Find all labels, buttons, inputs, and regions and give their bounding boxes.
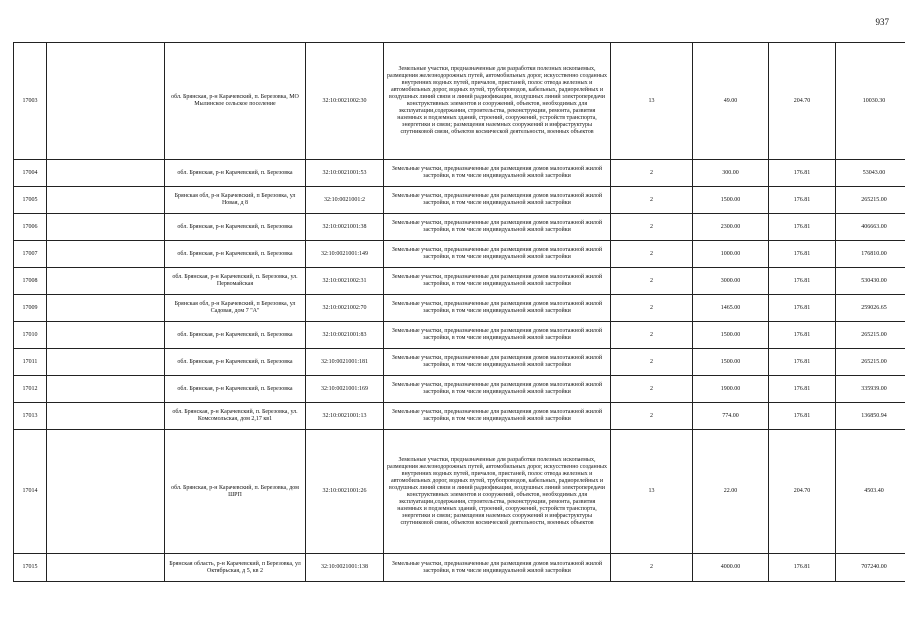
category-code-cell: 13 (611, 430, 693, 554)
address-cell: обл. Брянская, р-н Карачевский, п. Березовка (165, 349, 306, 376)
permitted-use-cell: Земельные участки, предназначенные для размещения домов малоэтажной жилой застройки, в том числе индивидуальной жилой застройки (384, 241, 611, 268)
rate-cell: 204.70 (769, 43, 836, 160)
cadastral-number-cell: 32:10:0021001:149 (306, 241, 384, 268)
address-cell: обл. Брянская, р-н Карачевский, п. Березовка (165, 376, 306, 403)
cadastral-value-cell: 4503.40 (836, 430, 905, 554)
permitted-use-cell: Земельные участки, предназначенные для размещения домов малоэтажной жилой застройки, в том числе индивидуальной жилой застройки (384, 187, 611, 214)
category-code-cell: 2 (611, 322, 693, 349)
cadastral-value-cell: 259026.65 (836, 295, 905, 322)
address-cell: Брянская область, р-н Карачевский, п Березовка, ул Октябрьская, д 5, кв 2 (165, 554, 306, 582)
category-code-cell: 2 (611, 376, 693, 403)
rate-cell: 176.81 (769, 187, 836, 214)
table-row (14, 268, 905, 295)
page-number: 937 (875, 17, 889, 27)
area-cell: 1500.00 (693, 322, 769, 349)
empty-cell (47, 554, 165, 582)
empty-cell (47, 241, 165, 268)
permitted-use-cell: Земельные участки, предназначенные для размещения домов малоэтажной жилой застройки, в том числе индивидуальной жилой застройки (384, 160, 611, 187)
table-row (14, 554, 905, 582)
category-code-cell: 2 (611, 295, 693, 322)
row-number: 17009 (14, 295, 47, 322)
cadastral-number-cell: 32:10:0021001:53 (306, 160, 384, 187)
row-number: 17013 (14, 403, 47, 430)
permitted-use-cell: Земельные участки, предназначенные для размещения домов малоэтажной жилой застройки, в том числе индивидуальной жилой застройки (384, 349, 611, 376)
row-number: 17003 (14, 43, 47, 160)
area-cell: 300.00 (693, 160, 769, 187)
table-row (14, 241, 905, 268)
table-row (14, 430, 905, 554)
table-row (14, 160, 905, 187)
row-number: 17004 (14, 160, 47, 187)
empty-cell (47, 403, 165, 430)
cadastral-number-cell: 32:10:0021001:2 (306, 187, 384, 214)
category-code-cell: 2 (611, 187, 693, 214)
category-code-cell: 2 (611, 241, 693, 268)
land-registry-table (13, 42, 905, 582)
rate-cell: 176.81 (769, 295, 836, 322)
empty-cell (47, 430, 165, 554)
cadastral-value-cell: 265215.00 (836, 349, 905, 376)
row-number: 17007 (14, 241, 47, 268)
empty-cell (47, 268, 165, 295)
category-code-cell: 13 (611, 43, 693, 160)
address-cell: Брянская обл, р-н Карачевский, п Березовка, ул Новая, д 8 (165, 187, 306, 214)
rate-cell: 176.81 (769, 349, 836, 376)
address-cell: обл. Брянская, р-н Карачевский, п. Березовка (165, 241, 306, 268)
permitted-use-cell: Земельные участки, предназначенные для размещения домов малоэтажной жилой застройки, в том числе индивидуальной жилой застройки (384, 322, 611, 349)
rate-cell: 176.81 (769, 322, 836, 349)
cadastral-number-cell: 32:10:0021001:13 (306, 403, 384, 430)
cadastral-value-cell: 265215.00 (836, 322, 905, 349)
row-number: 17012 (14, 376, 47, 403)
row-number: 17008 (14, 268, 47, 295)
rate-cell: 176.81 (769, 376, 836, 403)
rate-cell: 176.81 (769, 214, 836, 241)
rate-cell: 176.81 (769, 403, 836, 430)
area-cell: 1500.00 (693, 187, 769, 214)
category-code-cell: 2 (611, 268, 693, 295)
rate-cell: 176.81 (769, 268, 836, 295)
table-row (14, 187, 905, 214)
empty-cell (47, 43, 165, 160)
address-cell: обл. Брянская, р-н Карачевский, п. Березовка, МО Мылинское сельское поселение (165, 43, 306, 160)
address-cell: обл. Брянская, р-н Карачевский, п. Березовка (165, 160, 306, 187)
permitted-use-cell: Земельные участки, предназначенные для размещения домов малоэтажной жилой застройки, в том числе индивидуальной жилой застройки (384, 376, 611, 403)
table-row (14, 43, 905, 160)
permitted-use-cell: Земельные участки, предназначенные для разработки полезных ископаемых, размещения железнодорожных путей, автомобильных дорог, искусственно созданных внутренних водных путей, причалов, пристаней, полос отвода железных и автомобильных дорог, водных путей, трубопроводов, кабельных, радиорелейных и воздушных линий связи и линий радиофикации, воздушных линий электропередачи конструктивных элементов и сооружений, объектов, необходимых для эксплуатации,содержания, строительства, реконструкции, ремонта, развития наземных и подземных зданий, строений, сооружений, устройств транспорта, энергетики и связи; размещения наземных сооружений и инфраструктуры спутниковой связи, объектов космической деятельности, военных объектов (384, 430, 611, 554)
area-cell: 22.00 (693, 430, 769, 554)
row-number: 17011 (14, 349, 47, 376)
cadastral-number-cell: 32:10:0021001:138 (306, 554, 384, 582)
empty-cell (47, 160, 165, 187)
permitted-use-cell: Земельные участки, предназначенные для разработки полезных ископаемых, размещения железнодорожных путей, автомобильных дорог, искусственно созданных внутренних водных путей, причалов, пристаней, полос отвода железных и автомобильных дорог, водных путей, трубопроводов, кабельных, радиорелейных и воздушных линий связи и линий радиофикации, воздушных линий электропередачи конструктивных элементов и сооружений, объектов, необходимых для эксплуатации,содержания, строительства, реконструкции, ремонта, развития наземных и подземных зданий, строений, сооружений, устройств транспорта, энергетики и связи; размещения наземных сооружений и инфраструктуры спутниковой связи, объектов космической деятельности, военных объектов (384, 43, 611, 160)
cadastral-number-cell: 32:10:0021002:31 (306, 268, 384, 295)
address-cell: обл. Брянская, р-н Карачевский, п. Березовка, ул. Комсомольская, дом 2,17 кв1 (165, 403, 306, 430)
area-cell: 1500.00 (693, 349, 769, 376)
address-cell: обл. Брянская, р-н Карачевский, п. Березовка (165, 214, 306, 241)
row-number: 17005 (14, 187, 47, 214)
empty-cell (47, 376, 165, 403)
area-cell: 1465.00 (693, 295, 769, 322)
permitted-use-cell: Земельные участки, предназначенные для размещения домов малоэтажной жилой застройки, в том числе индивидуальной жилой застройки (384, 403, 611, 430)
cadastral-number-cell: 32:10:0021001:26 (306, 430, 384, 554)
row-number: 17010 (14, 322, 47, 349)
rate-cell: 176.81 (769, 160, 836, 187)
area-cell: 1900.00 (693, 376, 769, 403)
table-row (14, 376, 905, 403)
row-number: 17006 (14, 214, 47, 241)
area-cell: 1000.00 (693, 241, 769, 268)
cadastral-value-cell: 10030.30 (836, 43, 905, 160)
cadastral-value-cell: 530430.00 (836, 268, 905, 295)
area-cell: 2300.00 (693, 214, 769, 241)
area-cell: 49.00 (693, 43, 769, 160)
rate-cell: 176.81 (769, 241, 836, 268)
permitted-use-cell: Земельные участки, предназначенные для размещения домов малоэтажной жилой застройки, в том числе индивидуальной жилой застройки (384, 295, 611, 322)
cadastral-number-cell: 32:10:0021001:83 (306, 322, 384, 349)
cadastral-value-cell: 406663.00 (836, 214, 905, 241)
cadastral-value-cell: 335939.00 (836, 376, 905, 403)
table-row (14, 295, 905, 322)
table-row (14, 403, 905, 430)
table-row (14, 214, 905, 241)
cadastral-value-cell: 136850.94 (836, 403, 905, 430)
category-code-cell: 2 (611, 160, 693, 187)
cadastral-value-cell: 707240.00 (836, 554, 905, 582)
empty-cell (47, 295, 165, 322)
cadastral-number-cell: 32:10:0021001:169 (306, 376, 384, 403)
category-code-cell: 2 (611, 349, 693, 376)
table-row (14, 322, 905, 349)
area-cell: 774.00 (693, 403, 769, 430)
empty-cell (47, 214, 165, 241)
permitted-use-cell: Земельные участки, предназначенные для размещения домов малоэтажной жилой застройки, в том числе индивидуальной жилой застройки (384, 268, 611, 295)
rate-cell: 204.70 (769, 430, 836, 554)
cadastral-number-cell: 32:10:0021001:181 (306, 349, 384, 376)
permitted-use-cell: Земельные участки, предназначенные для размещения домов малоэтажной жилой застройки, в том числе индивидуальной жилой застройки (384, 554, 611, 582)
address-cell: обл. Брянская, р-н Карачевский, п. Березовка, ул. Первомайская (165, 268, 306, 295)
table-row (14, 349, 905, 376)
address-cell: Брянская обл, р-н Карачевский, п Березовка, ул Садовая, дом 7 "А" (165, 295, 306, 322)
address-cell: обл. Брянская, р-н Карачевский, п. Березовка, дом ШРП (165, 430, 306, 554)
empty-cell (47, 322, 165, 349)
cadastral-number-cell: 32:10:0021001:38 (306, 214, 384, 241)
category-code-cell: 2 (611, 214, 693, 241)
cadastral-number-cell: 32:10:0021002:30 (306, 43, 384, 160)
cadastral-value-cell: 265215.00 (836, 187, 905, 214)
rate-cell: 176.81 (769, 554, 836, 582)
area-cell: 4000.00 (693, 554, 769, 582)
row-number: 17015 (14, 554, 47, 582)
area-cell: 3000.00 (693, 268, 769, 295)
row-number: 17014 (14, 430, 47, 554)
registry-table-body (14, 43, 905, 582)
permitted-use-cell: Земельные участки, предназначенные для размещения домов малоэтажной жилой застройки, в том числе индивидуальной жилой застройки (384, 214, 611, 241)
cadastral-value-cell: 176810.00 (836, 241, 905, 268)
address-cell: обл. Брянская, р-н Карачевский, п. Березовка (165, 322, 306, 349)
cadastral-number-cell: 32:10:0021002:70 (306, 295, 384, 322)
empty-cell (47, 187, 165, 214)
category-code-cell: 2 (611, 403, 693, 430)
empty-cell (47, 349, 165, 376)
category-code-cell: 2 (611, 554, 693, 582)
cadastral-value-cell: 53043.00 (836, 160, 905, 187)
